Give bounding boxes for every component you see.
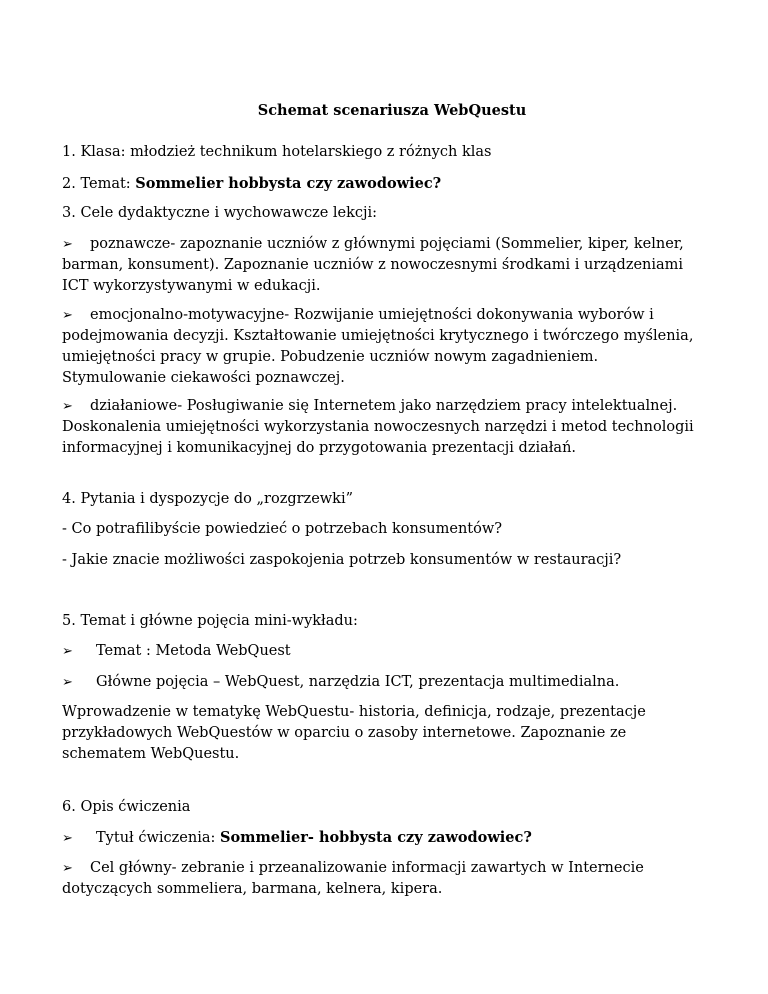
wyklad-paragraph-line: schematem WebQuestu. <box>62 746 240 762</box>
cele-item-line: Stymulowanie ciekawości poznawczej. <box>62 370 345 386</box>
cele-item-line: emocjonalno-motywacyjne- Rozwijanie umiejętności dokonywania wyborów i <box>90 307 654 323</box>
opis-tytul-value: Sommelier- hobbysta czy zawodowiec? <box>219 829 532 846</box>
opis-tytul <box>62 827 722 849</box>
opis-cel-line: Cel główny- zebranie i przeanalizowanie informacji zawartych w Internecie <box>90 860 644 876</box>
arrow-bullet-icon: ➢ <box>62 308 73 323</box>
opis-cel-line: dotyczących sommeliera, barmana, kelnera, kipera. <box>62 881 443 897</box>
cele-item-line: ICT wykorzystywanymi w edukacji. <box>62 278 321 294</box>
cele-item-line: podejmowania decyzji. Kształtowanie umiejętności krytycznego i twórczego myślenia, <box>62 328 694 344</box>
cele-item-line: informacyjnej i komunikacyjnej do przygotowania prezentacji działań. <box>62 440 577 456</box>
pytanie-item: - Co potrafilibyście powiedzieć o potrzebach konsumentów? <box>62 521 503 537</box>
cele-item-line: działaniowe- Posługiwanie się Internetem jako narzędziem pracy intelektualnej. <box>90 398 678 414</box>
temat-label: 2. Temat: <box>62 176 136 192</box>
section-wyklad-heading: 5. Temat i główne pojęcia mini-wykładu: <box>62 613 358 629</box>
section-opis-heading: 6. Opis ćwiczenia <box>62 799 191 815</box>
wyklad-paragraph <box>62 702 722 765</box>
cele-item-line: Doskonalenia umiejętności wykorzystania nowoczesnych narzędzi i metod technologii <box>62 419 694 435</box>
pytanie-item: - Jakie znacie możliwości zaspokojenia potrzeb konsumentów w restauracji? <box>62 552 622 568</box>
section-pytania-heading: 4. Pytania i dyspozycje do „rozgrzewki” <box>62 491 354 507</box>
cele-item-line: poznawcze- zapoznanie uczniów z głównymi pojęciami (Sommelier, kiper, kelner, <box>90 236 684 252</box>
section-klasa: 1. Klasa: młodzież technikum hotelarskiego z różnych klas <box>62 144 492 160</box>
arrow-bullet-icon: ➢ <box>62 831 73 846</box>
arrow-bullet-icon: ➢ <box>62 861 73 876</box>
arrow-bullet-icon: ➢ <box>62 237 73 252</box>
arrow-bullet-icon: ➢ <box>62 644 73 659</box>
wyklad-item-text: Temat : Metoda WebQuest <box>96 643 291 659</box>
document-title: Schemat scenariusza WebQuestu <box>257 102 527 119</box>
cele-item-line: barman, konsument). Zapoznanie uczniów z nowoczesnymi środkami i urządzeniami <box>62 257 684 273</box>
opis-tytul-label: Tytuł ćwiczenia: <box>96 830 220 846</box>
wyklad-item <box>62 641 722 662</box>
arrow-bullet-icon: ➢ <box>62 399 73 414</box>
cele-item-line: umiejętności pracy w grupie. Pobudzenie uczniów nowym zagadnieniem. <box>62 349 599 365</box>
temat-value: Sommelier hobbysta czy zawodowiec? <box>135 175 442 192</box>
cele-item-dzialaniowe <box>62 396 722 459</box>
section-cele-heading: 3. Cele dydaktyczne i wychowawcze lekcji: <box>62 205 378 221</box>
cele-item-poznawcze <box>62 234 722 297</box>
section-temat <box>62 173 722 195</box>
cele-item-emocjonalno <box>62 305 722 389</box>
wyklad-paragraph-line: przykładowych WebQuestów w oparciu o zasoby internetowe. Zapoznanie ze <box>62 725 627 741</box>
wyklad-item-text: Główne pojęcia – WebQuest, narzędzia ICT, prezentacja multimedialna. <box>96 674 620 690</box>
wyklad-item <box>62 672 722 693</box>
wyklad-paragraph-line: Wprowadzenie w tematykę WebQuestu- historia, definicja, rodzaje, prezentacje <box>62 704 646 720</box>
opis-cel <box>62 858 722 900</box>
arrow-bullet-icon: ➢ <box>62 675 73 690</box>
